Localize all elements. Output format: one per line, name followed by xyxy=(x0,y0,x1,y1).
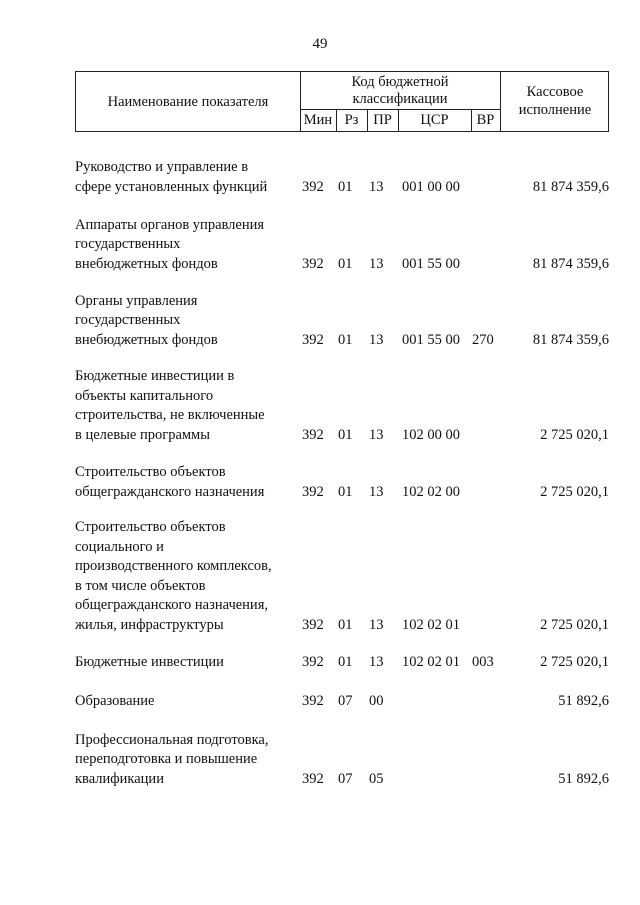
header-name-column: Наименование показателя xyxy=(107,94,269,110)
row-pr: 13 xyxy=(369,331,384,348)
row-csr: 001 55 00 xyxy=(402,331,460,348)
header-amount-line1: Кассовое xyxy=(526,84,584,100)
table-row xyxy=(75,690,615,711)
row-csr: 102 00 00 xyxy=(402,426,460,443)
row-name: Бюджетные инвестиции в объекты капитального строительства, не включенные в целевые программы xyxy=(75,368,265,443)
row-min: 392 xyxy=(302,483,324,500)
header-code-group-line1: Код бюджетной xyxy=(351,74,449,90)
row-pr: 13 xyxy=(369,653,384,670)
row-name: Бюджетные инвестиции xyxy=(75,653,224,670)
row-min: 392 xyxy=(302,331,324,348)
row-min: 392 xyxy=(302,426,324,443)
row-name: Аппараты органов управления государственных внебюджетных фондов xyxy=(75,216,265,272)
table-row xyxy=(75,730,615,789)
row-csr: 001 55 00 xyxy=(402,255,460,272)
row-min: 392 xyxy=(302,653,324,670)
row-rz: 01 xyxy=(338,426,353,443)
row-csr: 102 02 01 xyxy=(402,616,460,633)
row-min: 392 xyxy=(302,255,324,272)
table-header xyxy=(75,71,609,132)
header-csr: ЦСР xyxy=(420,112,449,128)
row-vr: 003 xyxy=(472,653,494,670)
header-rz: Рз xyxy=(344,112,359,128)
row-pr: 13 xyxy=(369,255,384,272)
row-name: Профессиональная подготовка, переподготовка и повышение квалификации xyxy=(75,731,269,787)
row-pr: 13 xyxy=(369,483,384,500)
row-rz: 01 xyxy=(338,331,353,348)
row-name: Руководство и управление в сфере установленных функций xyxy=(75,159,268,195)
row-rz: 01 xyxy=(338,653,353,670)
row-amount: 2 725 020,1 xyxy=(540,653,609,670)
header-amount-line2: исполнение xyxy=(518,102,592,118)
row-name: Органы управления государственных внебюджетных фондов xyxy=(75,292,218,348)
page-number: 49 xyxy=(312,36,328,52)
row-min: 392 xyxy=(302,692,324,709)
row-amount: 51 892,6 xyxy=(558,692,609,709)
row-rz: 01 xyxy=(338,255,353,272)
header-divider xyxy=(300,109,500,110)
row-min: 392 xyxy=(302,178,324,195)
row-amount: 2 725 020,1 xyxy=(540,426,609,443)
table-row xyxy=(75,158,615,197)
header-min: Мин xyxy=(303,112,333,128)
table-row xyxy=(75,462,615,502)
row-pr: 05 xyxy=(369,770,384,787)
table-row xyxy=(75,366,615,445)
row-amount: 2 725 020,1 xyxy=(540,483,609,500)
header-pr: ПР xyxy=(373,112,392,128)
row-pr: 13 xyxy=(369,178,384,195)
row-pr: 00 xyxy=(369,692,384,709)
header-code-group-line2: классификации xyxy=(352,91,448,107)
row-vr: 270 xyxy=(472,331,494,348)
row-rz: 07 xyxy=(338,692,353,709)
row-name: Строительство объектов общегражданского назначения xyxy=(75,464,265,500)
row-min: 392 xyxy=(302,616,324,633)
table-row xyxy=(75,215,615,274)
row-rz: 01 xyxy=(338,483,353,500)
table-row xyxy=(75,518,615,635)
header-vr: ВР xyxy=(476,112,495,128)
table-row xyxy=(75,291,615,350)
row-amount: 2 725 020,1 xyxy=(540,616,609,633)
row-min: 392 xyxy=(302,770,324,787)
row-pr: 13 xyxy=(369,616,384,633)
row-csr: 102 02 00 xyxy=(402,483,460,500)
row-rz: 01 xyxy=(338,616,353,633)
row-amount: 81 874 359,6 xyxy=(532,178,609,195)
row-name: Образование xyxy=(75,692,155,709)
table-row xyxy=(75,651,615,672)
row-pr: 13 xyxy=(369,426,384,443)
row-csr: 001 00 00 xyxy=(402,178,460,195)
row-amount: 81 874 359,6 xyxy=(532,331,609,348)
row-csr: 102 02 01 xyxy=(402,653,460,670)
row-amount: 51 892,6 xyxy=(558,770,609,787)
row-amount: 81 874 359,6 xyxy=(532,255,609,272)
row-name: Строительство объектов социального и производственного комплексов, в том числе объектов общегражданского назначения, жилья, инфраструктуры xyxy=(75,519,272,633)
row-rz: 01 xyxy=(338,178,353,195)
row-rz: 07 xyxy=(338,770,353,787)
